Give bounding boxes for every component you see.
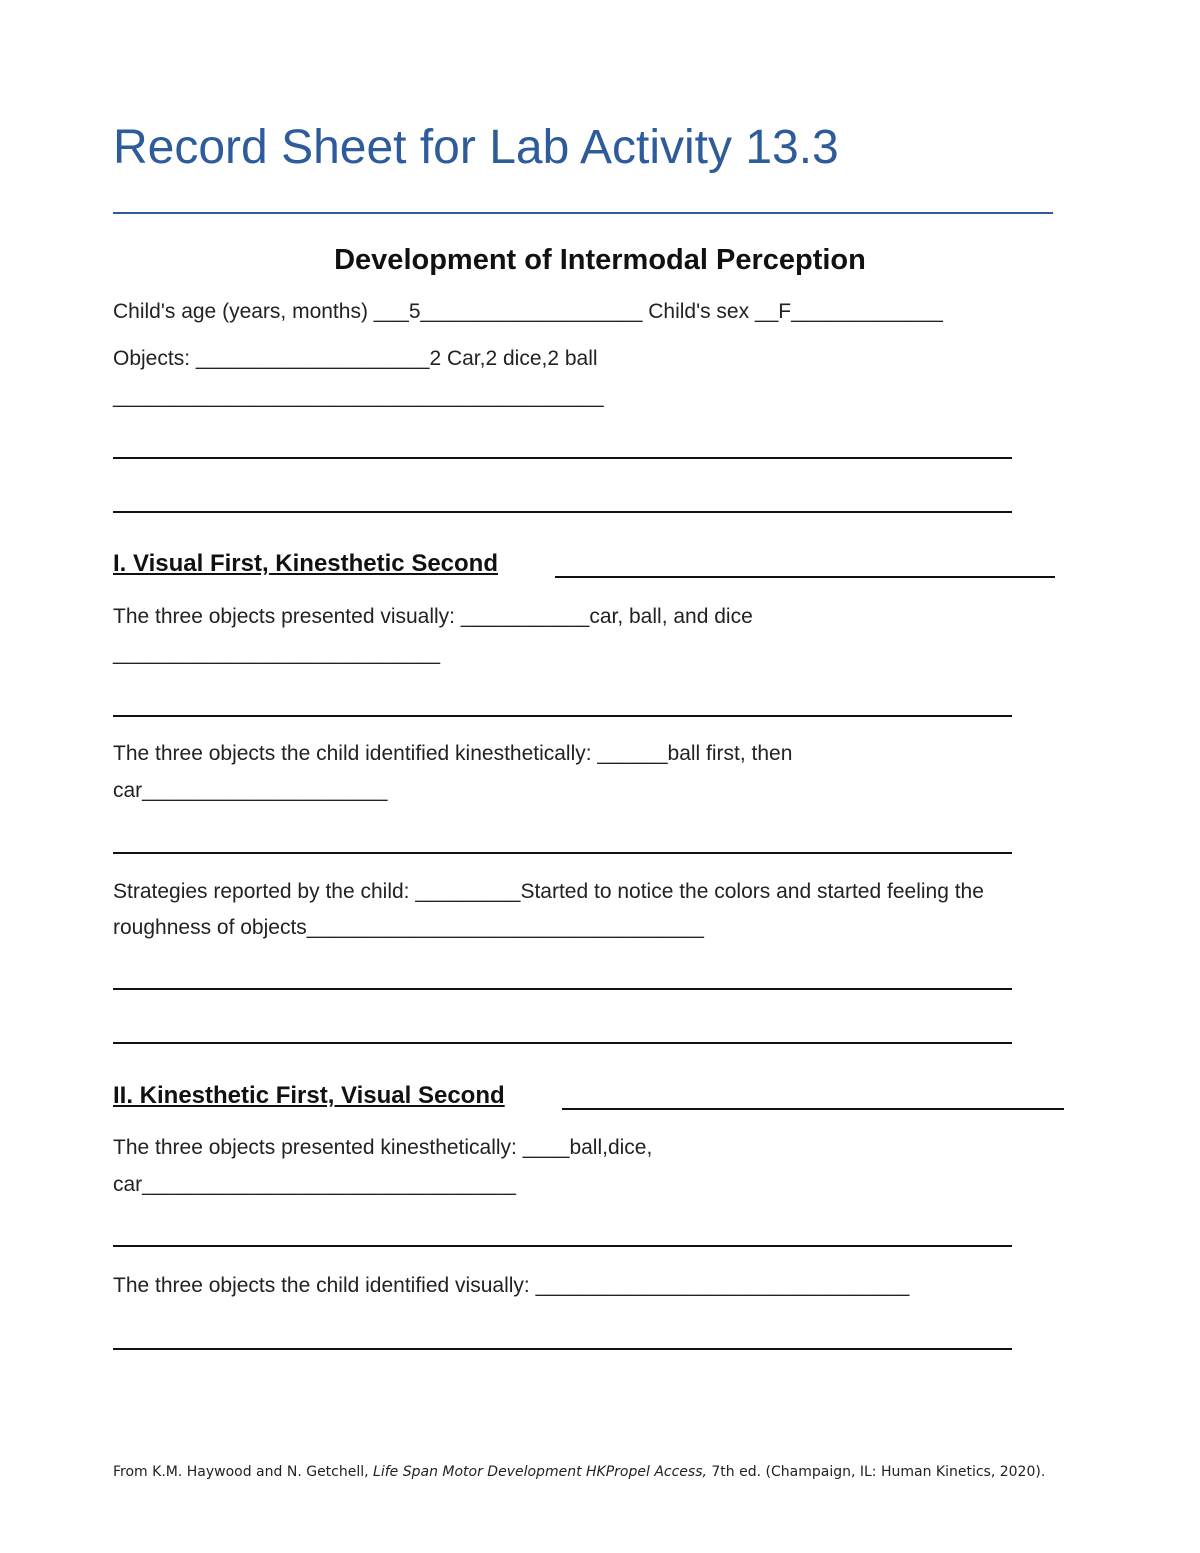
kinesthetic-presented-continuation: car________________________________ (113, 1173, 516, 1196)
answer-line (113, 852, 1012, 854)
citation-suffix: 7th ed. (Champaign, IL: Human Kinetics, 2020). (706, 1464, 1046, 1480)
answer-line (113, 988, 1012, 990)
section-heading-kinesthetic-first: II. Kinesthetic First, Visual Second (113, 1082, 505, 1109)
visual-presented-continuation: ____________________________ (113, 642, 441, 665)
strategies-line: Strategies reported by the child: _________Started to notice the colors and started feeling the (113, 880, 984, 903)
citation-book-title: Life Span Motor Development HKPropel Access, (373, 1464, 707, 1480)
answer-line (113, 457, 1012, 459)
citation-prefix: From K.M. Haywood and N. Getchell, (113, 1464, 374, 1480)
citation-footer (113, 1463, 1045, 1481)
objects-continuation: __________________________________________ (113, 385, 604, 408)
answer-line (113, 715, 1012, 717)
kinesthetic-identified-line: The three objects the child identified kinesthetically: ______ball first, then (113, 742, 793, 765)
visual-presented-line: The three objects presented visually: ___________car, ball, and dice (113, 605, 753, 628)
objects-line: Objects: ____________________2 Car,2 dice,2 ball (113, 347, 598, 370)
section-heading-visual-first: I. Visual First, Kinesthetic Second (113, 550, 498, 577)
section-heading-underline (555, 576, 1055, 578)
section-heading-underline (562, 1108, 1064, 1110)
answer-line (113, 1348, 1012, 1350)
strategies-continuation: roughness of objects__________________________________ (113, 916, 704, 939)
title-divider (113, 212, 1053, 214)
kinesthetic-identified-continuation: car_____________________ (113, 779, 388, 802)
answer-line (113, 511, 1012, 513)
kinesthetic-presented-line: The three objects presented kinesthetically: ____ball,dice, (113, 1136, 653, 1159)
age-sex-line: Child's age (years, months) ___5___________________ Child's sex __F_____________ (113, 300, 943, 323)
page-title: Record Sheet for Lab Activity 13.3 (113, 121, 839, 174)
answer-line (113, 1245, 1012, 1247)
visual-identified-line: The three objects the child identified visually: ________________________________ (113, 1274, 910, 1297)
page-subtitle: Development of Intermodal Perception (334, 244, 866, 276)
answer-line (113, 1042, 1012, 1044)
